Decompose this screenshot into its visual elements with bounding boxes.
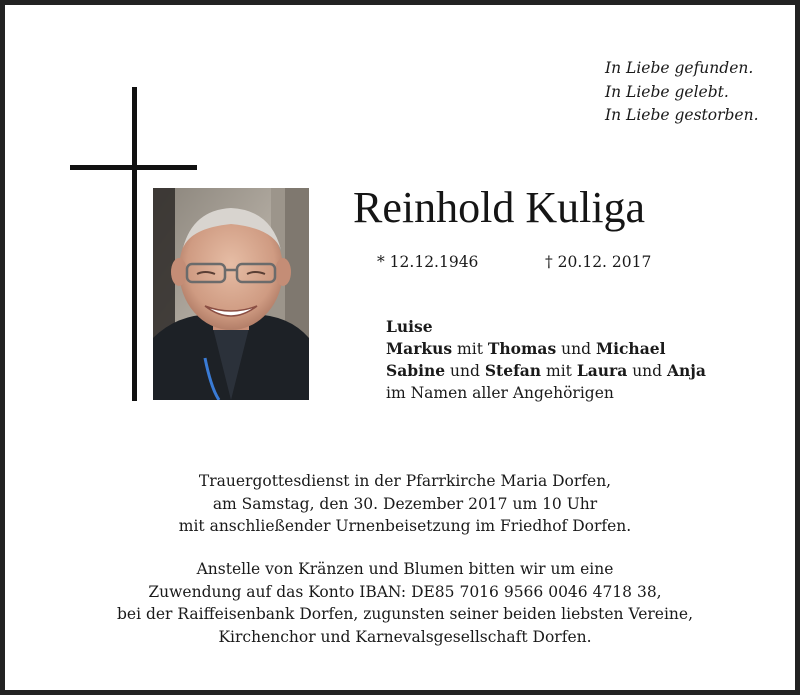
donation-line: Anstelle von Kränzen und Blumen bitten wir um eine xyxy=(196,560,614,578)
donation-line: Zuwendung auf das Konto IBAN: DE85 7016 9566 0046 4718 38, xyxy=(148,582,662,601)
mourner-line: im Namen aller Angehörigen xyxy=(386,384,614,402)
cross-horizontal-bar xyxy=(70,165,197,170)
service-line: mit anschließender Urnenbeisetzung im Friedhof Dorfen. xyxy=(178,517,632,535)
mourner-name: Thomas xyxy=(487,339,557,358)
connector-word: mit xyxy=(457,340,483,358)
mourner-name: Stefan xyxy=(484,361,542,380)
mourner-line xyxy=(386,360,706,382)
service-info xyxy=(5,470,800,538)
death-date: † 20.12. 2017 xyxy=(545,253,652,271)
connector-word: und xyxy=(450,362,480,380)
mourner-name: Luise xyxy=(386,317,433,336)
mourner-line xyxy=(386,316,706,338)
birth-date: * 12.12.1946 xyxy=(377,253,479,271)
portrait-photo xyxy=(153,188,309,400)
mourner-name: Anja xyxy=(667,361,706,380)
connector-word: und xyxy=(632,362,663,380)
mourner-name: Sabine xyxy=(386,361,446,380)
motto-line: In Liebe gestorben. xyxy=(605,106,759,124)
motto xyxy=(605,57,759,128)
mourner-name: Michael xyxy=(595,339,666,358)
donation-line: Kirchenchor und Karnevalsgesellschaft Dorfen. xyxy=(218,627,592,646)
portrait-illustration xyxy=(153,188,309,400)
motto-line: In Liebe gefunden. xyxy=(605,59,754,77)
donation-info xyxy=(5,558,800,648)
connector-word: mit xyxy=(546,362,572,380)
mourner-name: Markus xyxy=(386,339,453,358)
mourner-line xyxy=(386,338,706,360)
cross-vertical-bar xyxy=(132,87,137,401)
connector-word: und xyxy=(561,340,592,358)
mourner-name: Laura xyxy=(576,361,628,380)
service-line: Trauergottesdienst in der Pfarrkirche Maria Dorfen, xyxy=(198,472,612,490)
mourners-list xyxy=(386,316,706,404)
donation-line: bei der Raiffeisenbank Dorfen, zugunsten seiner beiden liebsten Vereine, xyxy=(116,605,694,623)
deceased-name: Reinhold Kuliga xyxy=(353,183,646,232)
motto-line: In Liebe gelebt. xyxy=(605,82,729,101)
service-line: am Samstag, den 30. Dezember 2017 um 10 Uhr xyxy=(212,494,598,513)
